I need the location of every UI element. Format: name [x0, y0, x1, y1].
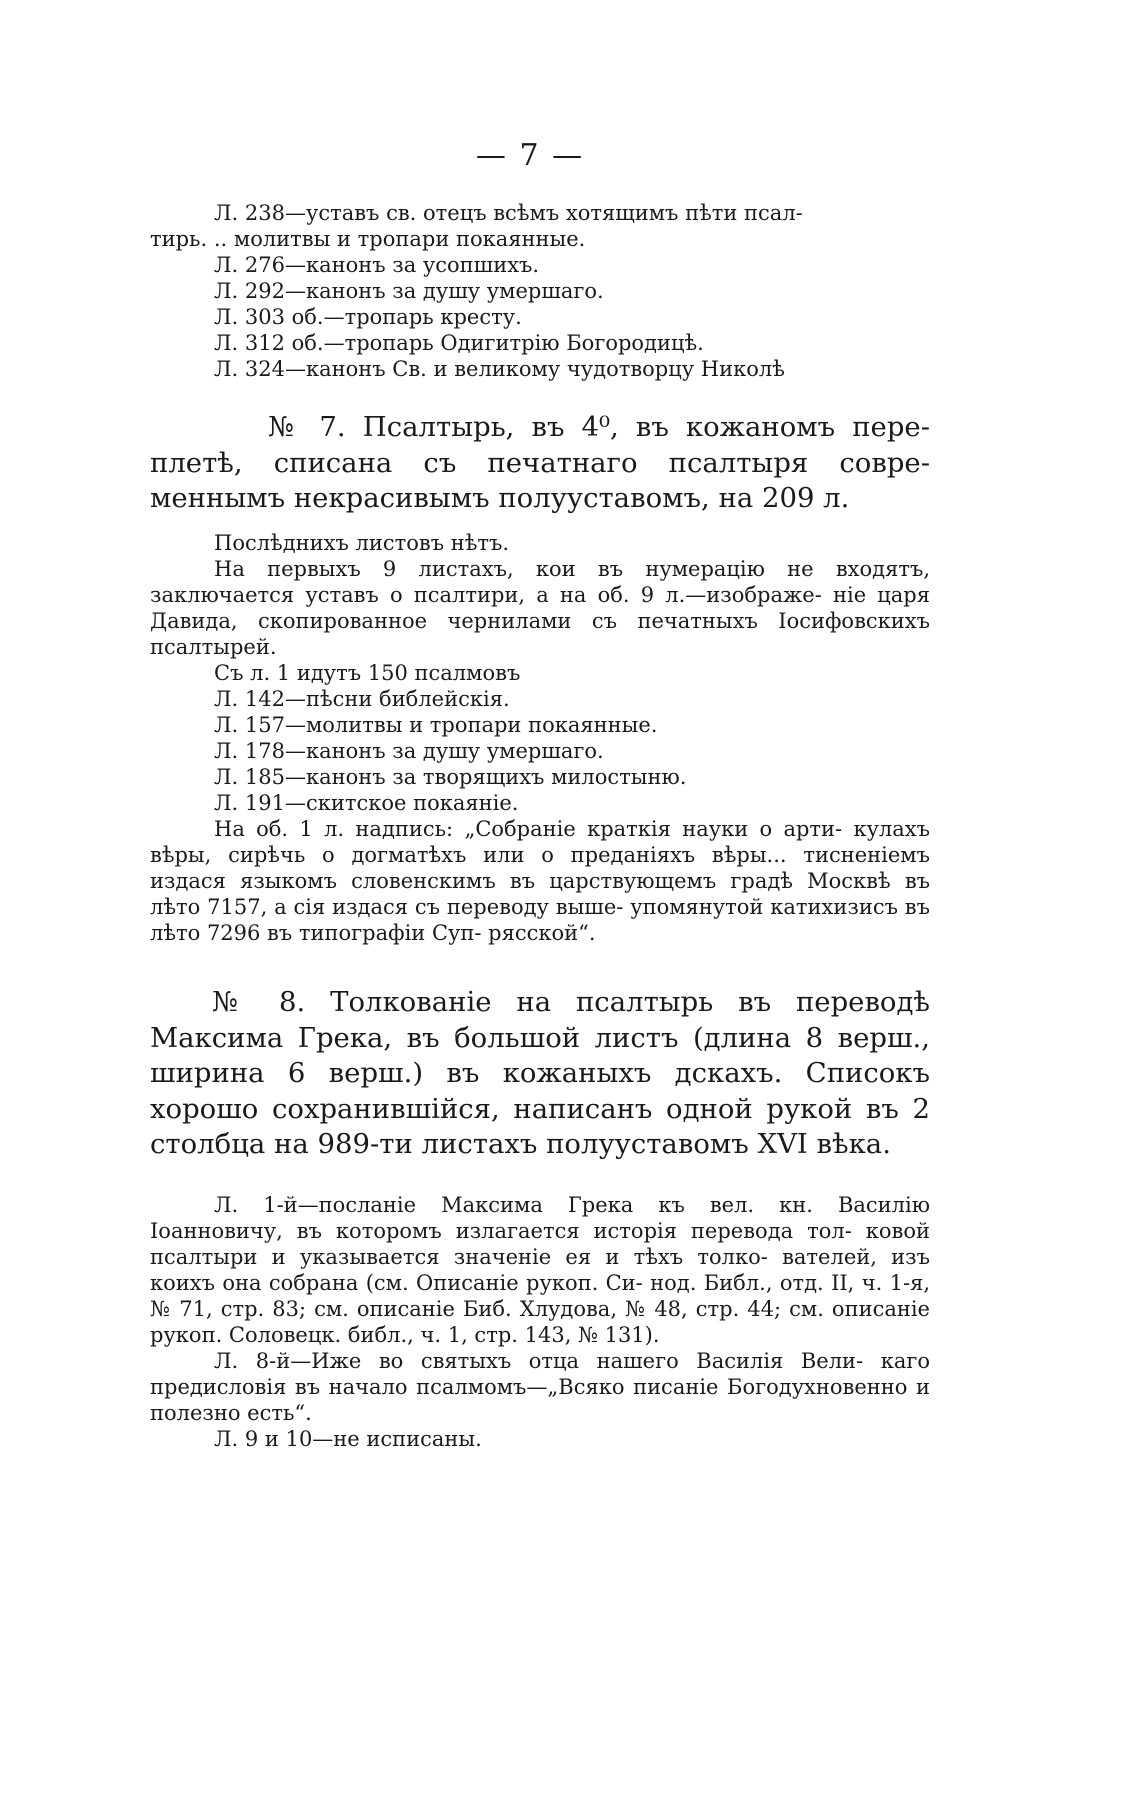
entry-7-body [150, 530, 930, 946]
page-number: — 7 — [475, 138, 585, 173]
entry-8-heading: № 8. Толкованіе на псалтырь въ переводѣ Максима Грека, въ большой листъ (длина 8 верш., ширина 6 верш.) въ кожаныхъ дскахъ. Списокъ хорошо сохранившійся, написанъ одной рукой въ 2 столбца на 989-ти листахъ полууставомъ XVI вѣка. [150, 986, 930, 1160]
entry-7-heading: № 7. Псалтырь, въ 4⁰, въ кожаномъ пере- плетѣ, списана съ печатнаго псалтыря совре- меннымъ некрасивымъ полууставомъ, на 209 л. [150, 411, 930, 514]
list-item: Л. 292—канонъ за душу умершаго. [214, 279, 604, 303]
list-item: Съ л. 1 идутъ 150 псалмовъ [214, 661, 521, 685]
list-item: Л. 142—пѣсни библейскія. [214, 687, 510, 711]
list-item: Л. 303 об.—тропарь кресту. [214, 305, 522, 329]
list-item: Л. 276—канонъ за усопшихъ. [214, 253, 540, 277]
list-item: Л. 312 об.—тропарь Одигитрію Богородицѣ. [214, 331, 704, 355]
list-item: Л. 157—молитвы и тропари покаянные. [214, 713, 658, 737]
entry-8-heading-block [150, 985, 930, 1163]
entry-8-para-2: Л. 8-й—Иже во святыхъ отца нашего Василія Вели- каго предисловія въ начало псалмомъ—„Всяко писаніе Богодухновенно и полезно есть“. [150, 1349, 930, 1425]
entry-7-heading-block [150, 410, 930, 517]
list-item: Л. 185—канонъ за творящихъ милостыню. [214, 765, 687, 789]
entry-7-inscription: На об. 1 л. надпись: „Собраніе краткія науки о арти- кулахъ вѣры, сирѣчь о догматѣхъ или о преданіяхъ вѣры... тисненіемъ издася языкомъ словенскимъ въ царствующемъ градѣ Москвѣ въ лѣто 7157, а сія издася съ переводу выше- упомянутой катихизисъ въ лѣто 7296 въ типографіи Суп- рясской“. [150, 817, 930, 945]
list-item: Л. 238—уставъ св. отецъ всѣмъ хотящимъ пѣти псал- [214, 201, 803, 225]
entry-8-body [150, 1192, 930, 1452]
entry-8-para-3: Л. 9 и 10—не исписаны. [214, 1427, 482, 1451]
entry-7-para-2: На первыхъ 9 листахъ, кои въ нумерацію не входятъ, заключается уставъ о псалтири, а на об. 9 л.—изображе- ніе царя Давида, скопированное чернилами съ печатныхъ Іосифовскихъ псалтырей. [150, 557, 930, 659]
list-item: Л. 191—скитское покаяніе. [214, 791, 519, 815]
entry-7-para-1: Послѣднихъ листовъ нѣтъ. [214, 531, 510, 555]
entry-8-para-1: Л. 1-й—посланіе Максима Грека къ вел. кн. Василію Іоанновичу, въ которомъ излагается исторія перевода тол- ковой псалтыри и указывается значеніе ея и тѣхъ толко- вателей, изъ коихъ она собрана (см. Описаніе рукоп. Си- нод. Библ., отд. II, ч. 1-я, № 71, стр. 83; см. описаніе Биб. Хлудова, № 48, стр. 44; см. описаніе рукоп. Соловецк. библ., ч. 1, стр. 143, № 131). [150, 1193, 930, 1347]
section-top-list [150, 200, 930, 382]
list-item: Л. 324—канонъ Св. и великому чудотворцу Николѣ [214, 357, 785, 381]
list-item: Л. 178—канонъ за душу умершаго. [214, 739, 604, 763]
list-item: тирь. .. молитвы и тропари покаянные. [150, 227, 586, 251]
